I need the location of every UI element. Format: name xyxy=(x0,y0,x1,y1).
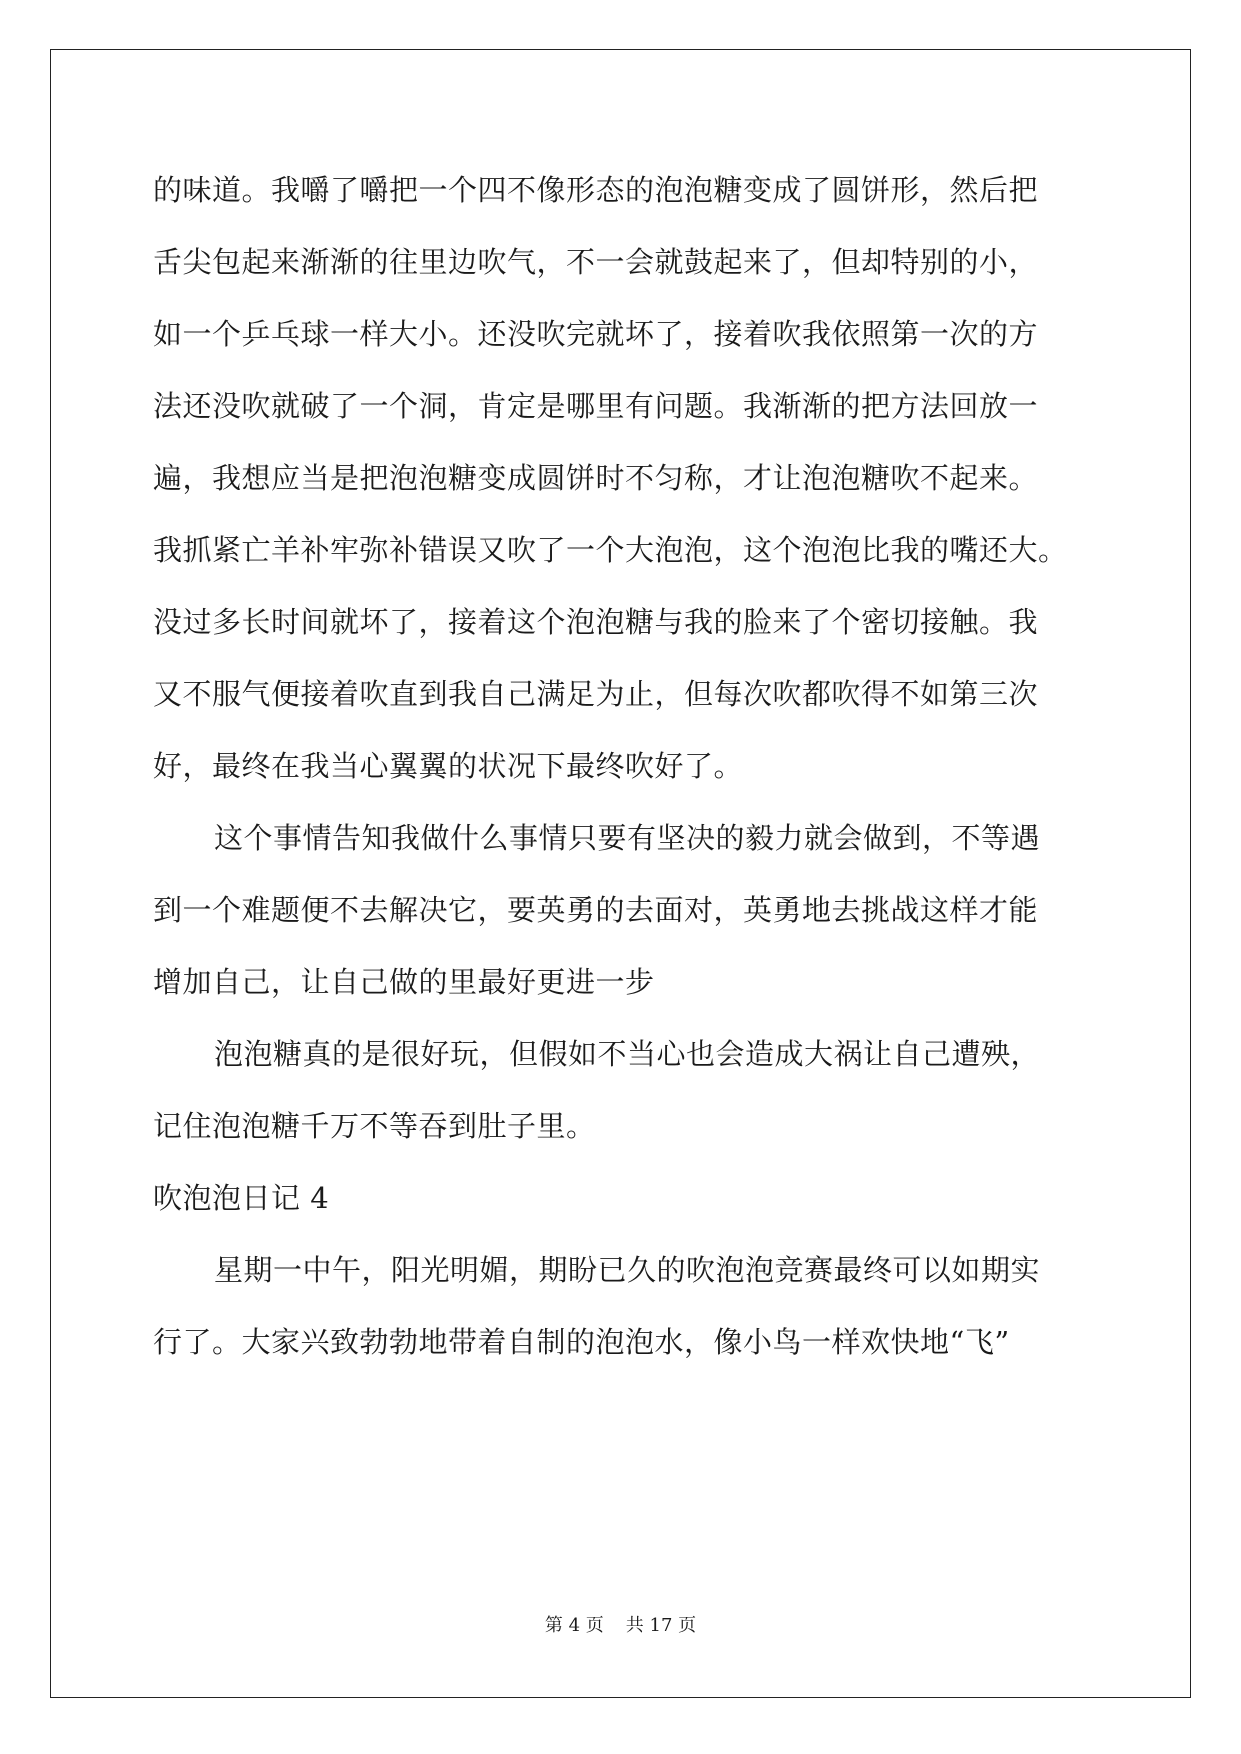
body-line: 法还没吹就破了一个洞，肯定是哪里有问题。我渐渐的把方法回放一 xyxy=(153,389,1039,423)
body-line: 如一个乒乓球一样大小。还没吹完就坏了，接着吹我依照第一次的方 xyxy=(153,317,1039,351)
page-number: 第 4 页 xyxy=(544,1615,604,1636)
body-line-paragraph-start: 这个事情告知我做什么事情只要有坚决的毅力就会做到，不等遇 xyxy=(214,821,1041,855)
section-heading: 吹泡泡日记 4 xyxy=(153,1181,330,1215)
body-line: 又不服气便接着吹直到我自己满足为止，但每次吹都吹得不如第三次 xyxy=(153,677,1039,711)
body-line: 到一个难题便不去解决它，要英勇的去面对，英勇地去挑战这样才能 xyxy=(153,893,1039,927)
body-line: 没过多长时间就坏了，接着这个泡泡糖与我的脸来了个密切接触。我 xyxy=(153,605,1039,639)
body-line: 记住泡泡糖千万不等吞到肚子里。 xyxy=(153,1109,596,1143)
body-line: 行了。大家兴致勃勃地带着自制的泡泡水，像小鸟一样欢快地“飞” xyxy=(153,1325,1010,1359)
body-line-paragraph-start: 星期一中午，阳光明媚，期盼已久的吹泡泡竞赛最终可以如期实 xyxy=(214,1253,1041,1287)
page-border xyxy=(50,49,1191,1698)
page-total: 共 17 页 xyxy=(625,1615,697,1636)
body-line: 我抓紧亡羊补牢弥补错误又吹了一个大泡泡，这个泡泡比我的嘴还大。 xyxy=(153,533,1068,567)
body-line: 舌尖包起来渐渐的往里边吹气，不一会就鼓起来了，但却特别的小， xyxy=(153,245,1039,279)
page-footer xyxy=(0,1614,1241,1638)
body-line: 好，最终在我当心翼翼的状况下最终吹好了。 xyxy=(153,749,744,783)
body-line: 的味道。我嚼了嚼把一个四不像形态的泡泡糖变成了圆饼形，然后把 xyxy=(153,173,1039,207)
body-line: 遍，我想应当是把泡泡糖变成圆饼时不匀称，才让泡泡糖吹不起来。 xyxy=(153,461,1039,495)
body-line-paragraph-start: 泡泡糖真的是很好玩，但假如不当心也会造成大祸让自己遭殃， xyxy=(214,1037,1041,1071)
body-line: 增加自己，让自己做的里最好更进一步 xyxy=(153,965,655,999)
